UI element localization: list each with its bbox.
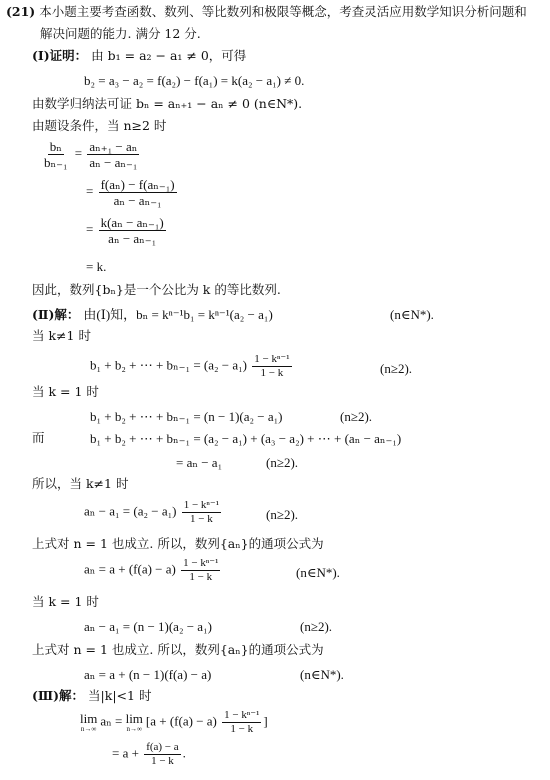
limit-rhs-tail: ]	[263, 713, 268, 729]
an1-fraction: $\frac{\text{1 − kⁿ⁻¹}}{1 - k}$	[183, 499, 219, 525]
part3-cond: 当|k|<1 时	[88, 688, 152, 703]
part2-line1	[32, 308, 273, 322]
part2-sum1-cond: (n≥2).	[380, 361, 413, 376]
part2-an1-cond: (n≥2).	[266, 507, 299, 522]
part2-sum2: b₁ + b₂ + ⋯ + bₙ₋₁ = (n − 1)(a₂ − a₁)	[90, 409, 283, 424]
part1-eq-k: = k.	[86, 259, 107, 274]
limit-rhs-fraction: $\frac{\text{1 − kⁿ⁻¹}}{1 - k}$	[224, 709, 260, 735]
part2-line1-cond: (n∈N*).	[390, 307, 434, 322]
part1-conclusion: 因此，数列{bₙ}是一个公比为 k 的等比数列.	[32, 282, 281, 297]
part2-case3: 当 k = 1 时	[32, 594, 99, 609]
part2-sum3b-cond: (n≥2).	[266, 455, 299, 470]
part3-line1	[32, 690, 151, 703]
part2-holds1: 上式对 n = 1 也成立. 所以，数列{aₙ}的通项公式为	[32, 536, 324, 551]
part3-limit	[80, 710, 268, 735]
limit-lhs-tail: aₙ =	[100, 713, 123, 729]
part3-label: (Ⅲ)解：	[32, 688, 85, 703]
an-gen1-lhs: aₙ = a + (f(a) − a)	[84, 561, 176, 577]
result-tail: .	[182, 745, 186, 761]
intro-text-1: 本小题主要考查函数、数列、等比数列和极限等概念，考查灵活应用数学知识分析问题和	[39, 4, 527, 19]
part2-case1: 当 k≠1 时	[32, 328, 91, 343]
part2-an1	[84, 500, 223, 525]
ratio-f-fraction: $\frac{\text{f(aₙ) − f(aₙ₋₁)}}{\text{aₙ − aₙ₋₁}}$	[100, 177, 175, 208]
problem-number: (21)	[6, 4, 36, 19]
part1-line1	[32, 50, 246, 63]
part1-ratio-eq3: = $\frac{\text{k(aₙ − aₙ₋₁)}}{\text{aₙ − aₙ₋₁}}$	[86, 215, 164, 246]
part2-sum2-cond: (n≥2).	[340, 409, 373, 424]
limit-rhs-head: [a + (f(a) − a)	[145, 713, 217, 729]
part2-an-gen2-cond: (n∈N*).	[300, 667, 344, 682]
part1-condition: 由题设条件，当 n≥2 时	[32, 118, 167, 133]
part2-label: (Ⅱ)解：	[32, 307, 80, 322]
part2-an-gen1	[84, 558, 222, 583]
part1-induction: 由数学归纳法可证 bₙ = aₙ₊₁ − aₙ ≠ 0 (n∈N*).	[32, 96, 303, 111]
part1-line1-text: 由 b₁ = a₂ − a₁ ≠ 0，可得	[91, 48, 247, 63]
limit-operator-left: lim n→∞	[80, 711, 98, 733]
part2-so: 所以，当 k≠1 时	[32, 476, 129, 491]
part1-ratio-eq2: = $\frac{\text{f(aₙ) − f(aₙ₋₁)}}{\text{aₙ − aₙ₋₁}}$	[86, 177, 175, 208]
part2-bn-formula: 由(Ⅰ)知，bₙ = kⁿ⁻¹b₁ = kⁿ⁻¹(a₂ − a₁)	[83, 307, 273, 322]
problem-intro-line2: 解决问题的能力. 满分 12 分.	[40, 26, 201, 41]
ratio-k-fraction: $\frac{\text{k(aₙ − aₙ₋₁)}}{\text{aₙ − aₙ₋₁}}$	[100, 215, 164, 246]
part2-an2-cond: (n≥2).	[300, 619, 333, 634]
sum1-lhs: b₁ + b₂ + ⋯ + bₙ₋₁ = (a₂ − a₁)	[90, 357, 248, 373]
an1-lhs: aₙ − a₁ = (a₂ − a₁)	[84, 503, 177, 519]
part2-an2: aₙ − a₁ = (n − 1)(a₂ − a₁)	[84, 619, 212, 634]
part1-ratio-eq1: $\frac{\text{bₙ}}{\text{bₙ₋₁}}$ = $\frac{\text{aₙ₊₁ − aₙ}}{\text{aₙ − aₙ₋₁}}$	[44, 139, 138, 170]
result-head: = a +	[112, 745, 139, 761]
part2-an-gen1-cond: (n∈N*).	[296, 565, 340, 580]
an-gen1-fraction: $\frac{\text{1 − kⁿ⁻¹}}{1 - k}$	[183, 557, 219, 583]
part1-eq-b2: b₂ = a₃ − a₂ = f(a₂) − f(a₁) = k(a₂ − a₁) ≠ 0.	[84, 73, 305, 88]
part2-an-gen2: aₙ = a + (n − 1)(f(a) − a)	[84, 667, 212, 682]
part2-holds2: 上式对 n = 1 也成立. 所以，数列{aₙ}的通项公式为	[32, 642, 324, 657]
limit-operator-right: lim n→∞	[125, 711, 143, 733]
part2-sum3: b₁ + b₂ + ⋯ + bₙ₋₁ = (a₂ − a₁) + (a₃ − a₂) + ⋯ + (aₙ − aₙ₋₁)	[90, 431, 402, 446]
ratio-a-fraction: $\frac{\text{aₙ₊₁ − aₙ}}{\text{aₙ − aₙ₋₁}}$	[89, 139, 138, 170]
problem-intro-line1	[6, 6, 527, 19]
part2-er: 而	[32, 430, 45, 445]
sum1-fraction: $\frac{\text{1 − kⁿ⁻¹}}{1 - k}$	[254, 353, 290, 379]
part3-result	[112, 742, 186, 767]
part2-sum1	[90, 354, 294, 379]
part2-case2: 当 k = 1 时	[32, 384, 99, 399]
part1-label: (Ⅰ)证明：	[32, 48, 88, 63]
ratio-b-fraction: $\frac{\text{bₙ}}{\text{bₙ₋₁}}$	[44, 139, 68, 170]
result-fraction: $\frac{f(a) - a}{1 - k}$	[146, 741, 179, 767]
part2-sum3b: = aₙ − a₁	[176, 455, 223, 470]
